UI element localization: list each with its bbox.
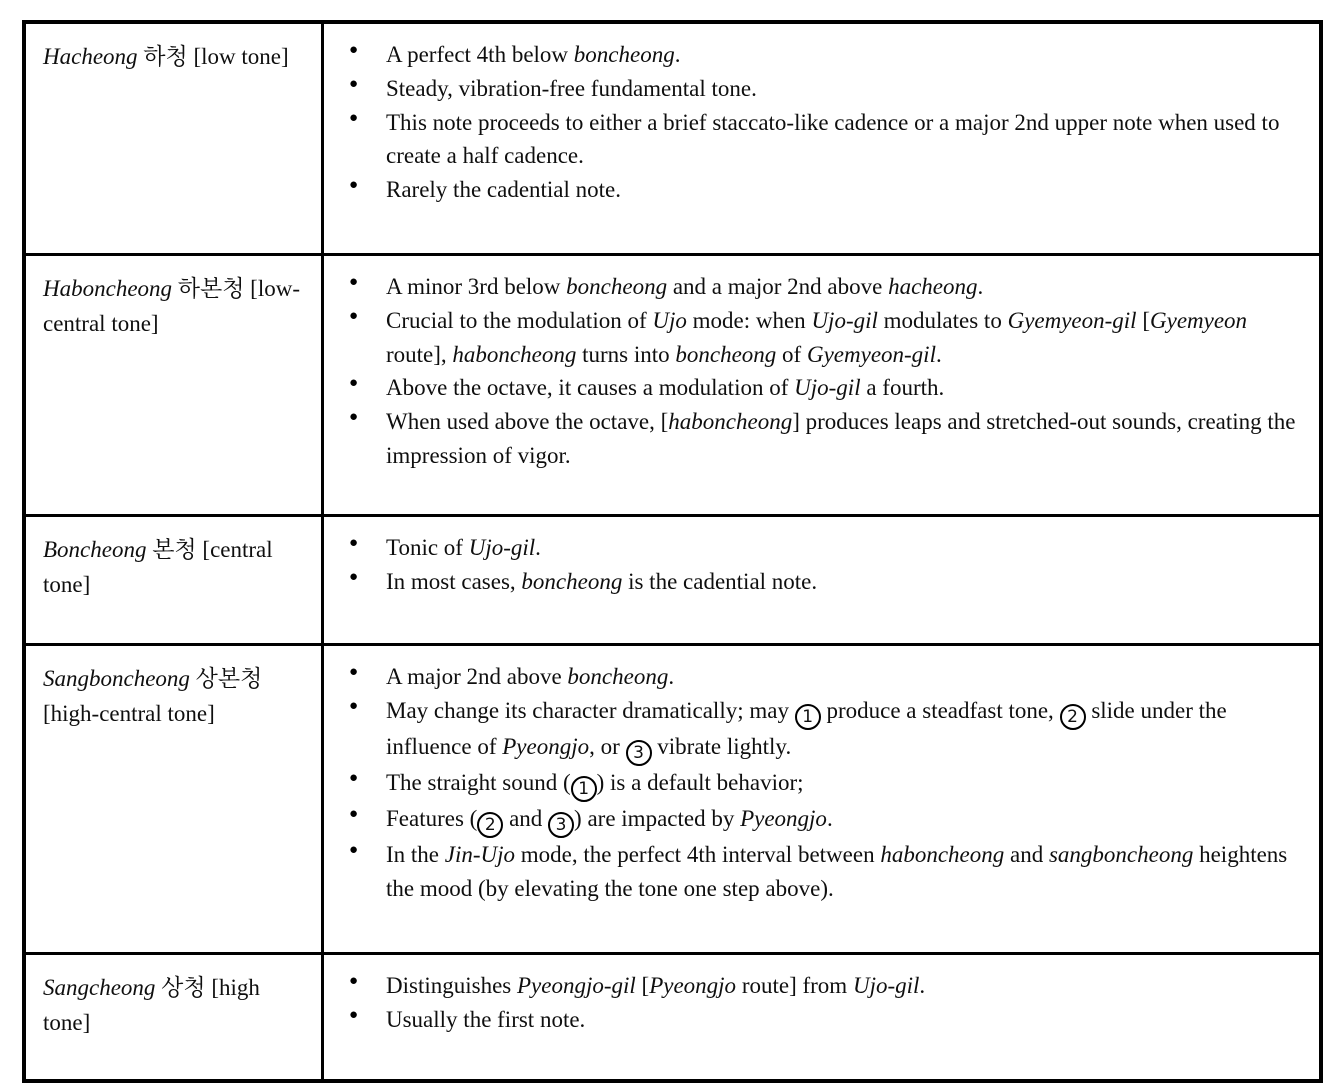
text: . — [919, 973, 926, 998]
text: ] produces leaps and stretched-out sounds, creating the impression of vigor. — [386, 409, 1296, 468]
text: May change its character dramatically; may — [386, 697, 795, 723]
text: 상본청 [high-central tone] — [43, 666, 263, 726]
circled-number-3: 3 — [548, 812, 574, 838]
text: In the — [386, 841, 445, 867]
text: mode: when — [686, 307, 812, 333]
text: and a major 2nd above — [667, 274, 889, 299]
bullet-item — [324, 270, 1303, 304]
circled-number-1: 1 — [795, 704, 821, 730]
text: route], — [386, 341, 453, 367]
tone-name-cell — [24, 22, 323, 255]
italic-text: boncheong — [573, 42, 675, 67]
bullet-item — [324, 72, 1303, 106]
italic-text: boncheong — [567, 664, 669, 689]
text: [ — [1136, 307, 1150, 333]
circled-number-1: 1 — [571, 776, 597, 802]
text: , or — [589, 733, 626, 759]
italic-text: Sangcheong — [43, 975, 156, 1000]
bullet-item — [324, 565, 1303, 599]
italic-text: Ujo-gil — [468, 535, 536, 560]
table-row — [24, 645, 1321, 954]
italic-text: Hacheong — [43, 44, 138, 69]
description-cell — [323, 516, 1322, 645]
bullet-item — [324, 694, 1303, 766]
bullet-item — [324, 38, 1303, 72]
text: . — [935, 341, 942, 367]
table-row — [24, 954, 1321, 1082]
text: . — [826, 805, 833, 831]
tone-name-cell — [24, 954, 323, 1082]
description-cell — [323, 645, 1322, 954]
text: A major 2nd above — [386, 664, 568, 689]
bullet-item — [324, 304, 1303, 372]
text: 본청 [central tone] — [43, 537, 273, 597]
bullet-item — [324, 660, 1303, 694]
italic-text: sangboncheong — [1048, 841, 1194, 867]
text: mode, the perfect 4th interval between — [515, 841, 881, 867]
text: Crucial to the modulation of — [386, 307, 653, 333]
text: 상청 [high tone] — [43, 975, 260, 1035]
text: Tonic of — [386, 535, 469, 560]
italic-text: Pyeongjo — [740, 805, 827, 831]
bullet-item — [324, 371, 1303, 405]
italic-text: Gyemyeon-gil — [806, 341, 936, 367]
text: When used above the octave, [ — [386, 409, 669, 435]
tone-name-cell — [24, 516, 323, 645]
table-row — [24, 516, 1321, 645]
text: vibrate lightly. — [651, 733, 792, 759]
text: heightens the mood (by elevating the tone one step above). — [386, 841, 1288, 901]
bullet-item — [324, 405, 1303, 473]
italic-text: Ujo-gil — [852, 973, 920, 998]
bullet-item — [324, 766, 1303, 802]
text: In most cases, — [386, 568, 522, 594]
italic-text: haboncheong — [668, 409, 793, 435]
tone-description-table — [22, 20, 1323, 1083]
text: 하청 [low tone] — [137, 44, 289, 69]
text: A perfect 4th below — [386, 42, 574, 67]
italic-text: Boncheong — [43, 537, 147, 562]
text: 하본청 [low-central tone] — [43, 276, 301, 336]
text: ) is a default behavior; — [596, 769, 804, 795]
tone-name-cell — [24, 255, 323, 516]
bullet-list — [324, 660, 1303, 905]
text: Rarely the cadential note. — [386, 177, 622, 203]
italic-text: Haboncheong — [43, 276, 173, 301]
italic-text: haboncheong — [452, 341, 577, 367]
bullet-item — [324, 531, 1303, 565]
text: route] from — [736, 973, 853, 998]
text: . — [535, 535, 541, 560]
bullet-item — [324, 802, 1303, 838]
text: and — [1004, 841, 1049, 867]
bullet-item — [324, 106, 1303, 174]
text: This note proceeds to either a brief staccato-like cadence or a major 2nd upper note when used to create a half cadence. — [386, 109, 1280, 169]
text: slide under the influence of — [386, 697, 1227, 759]
italic-text: hacheong — [888, 274, 978, 299]
text: . — [977, 274, 984, 299]
text: Usually the first note. — [386, 1006, 586, 1032]
text: . — [668, 664, 675, 689]
table-row — [24, 255, 1321, 516]
bullet-item — [324, 838, 1303, 906]
text: [ — [635, 973, 650, 998]
italic-text: Ujo-gil — [811, 307, 878, 333]
text: Distinguishes — [386, 973, 517, 998]
bullet-list — [324, 270, 1303, 473]
text: turns into — [576, 341, 676, 367]
text: and — [503, 805, 549, 831]
bullet-list — [324, 38, 1303, 207]
bullet-item — [324, 173, 1303, 207]
bullet-list — [324, 531, 1303, 599]
description-cell — [323, 22, 1322, 255]
text: is the cadential note. — [622, 568, 818, 594]
italic-text: Pyeongjo — [502, 733, 590, 759]
circled-number-2: 2 — [477, 812, 503, 838]
text: Above the octave, it causes a modulation of — [386, 375, 795, 401]
text: a fourth. — [860, 375, 945, 401]
text: . — [674, 42, 681, 67]
text: of — [776, 341, 807, 367]
description-cell — [323, 255, 1322, 516]
table-row — [24, 22, 1321, 255]
text: Steady, vibration-free fundamental tone. — [386, 75, 757, 101]
italic-text: Jin-Ujo — [444, 841, 516, 867]
description-cell — [323, 954, 1322, 1082]
italic-text: boncheong — [521, 568, 623, 594]
italic-text: Gyemyeon — [1150, 307, 1248, 333]
italic-text: boncheong — [566, 274, 668, 299]
tone-name-cell — [24, 645, 323, 954]
circled-number-3: 3 — [626, 740, 652, 766]
text: produce a steadfast tone, — [820, 697, 1060, 723]
text: Features ( — [386, 805, 478, 831]
bullet-item — [324, 1003, 1303, 1037]
tone-table-body — [24, 22, 1321, 1081]
text: A minor 3rd below — [386, 274, 567, 299]
italic-text: boncheong — [675, 341, 777, 367]
text: ) are impacted by — [574, 805, 741, 831]
italic-text: Pyeongjo — [649, 973, 737, 998]
italic-text: Ujo-gil — [794, 375, 861, 401]
italic-text: haboncheong — [880, 841, 1005, 867]
text: modulates to — [877, 307, 1008, 333]
italic-text: Pyeongjo-gil — [516, 973, 636, 998]
italic-text: Gyemyeon-gil — [1007, 307, 1137, 333]
bullet-item — [324, 969, 1303, 1003]
italic-text: Ujo — [652, 307, 687, 333]
italic-text: Sangboncheong — [43, 666, 190, 691]
bullet-list — [324, 969, 1303, 1037]
circled-number-2: 2 — [1060, 704, 1086, 730]
text: The straight sound ( — [386, 769, 571, 795]
